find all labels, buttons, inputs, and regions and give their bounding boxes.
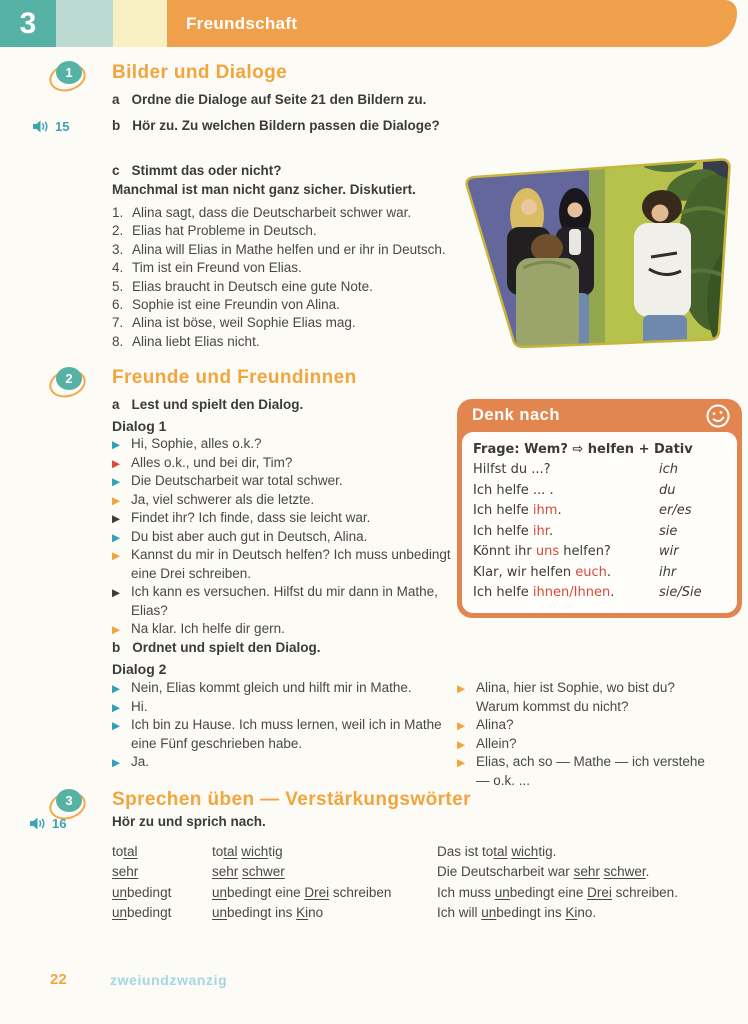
dialog-1-lines	[112, 435, 454, 639]
task-1c	[112, 161, 416, 199]
section-2-number-badge	[52, 367, 86, 394]
triangle-bullet-icon	[457, 680, 465, 699]
dialog-line	[112, 472, 454, 491]
dialog-line-text: Alina?	[476, 717, 514, 732]
task-letter: a	[112, 92, 120, 107]
dialog-line	[112, 679, 460, 698]
pronunciation-drill-table	[112, 842, 736, 923]
audio-track-3	[30, 816, 66, 831]
task-text: Lest und spielt den Dialog.	[131, 397, 304, 412]
triangle-bullet-icon	[112, 510, 120, 529]
dialog-line-text: Nein, Elias kommt gleich und hilft mir in Mathe.	[131, 680, 412, 695]
statement-number: 4.	[112, 260, 124, 276]
statement-number: 5.	[112, 278, 124, 294]
audio-track-number: 15	[55, 119, 70, 134]
grammar-example: Ich helfe ... .	[473, 482, 554, 498]
dialog-line	[112, 528, 454, 547]
triangle-bullet-icon	[112, 680, 120, 699]
dialog-line-text: Na klar. Ich helfe dir gern.	[131, 621, 285, 636]
dialog-line-text: Ja.	[131, 754, 150, 769]
dialog-line	[112, 454, 454, 473]
task-letter: a	[112, 397, 120, 412]
drill-sentence: Ich will unbedingt ins Kino.	[437, 904, 597, 920]
grammar-example: Könnt ihr uns helfen?	[473, 544, 611, 559]
grammar-rows	[473, 460, 725, 604]
badge-number: 1	[56, 61, 82, 84]
denk-nach-title: Denk nach	[472, 406, 560, 424]
statement-text: Alina sagt, dass die Deutscharbeit schwer war.	[132, 205, 412, 220]
drill-sentence: Die Deutscharbeit war sehr schwer.	[437, 864, 650, 880]
triangle-bullet-icon	[112, 584, 120, 603]
drill-row	[112, 903, 736, 923]
grammar-example: Ich helfe ihm.	[473, 503, 562, 518]
task-2b	[112, 640, 321, 655]
triangle-bullet-icon	[457, 717, 465, 736]
drill-row	[112, 842, 736, 862]
grammar-pronoun: du	[659, 482, 676, 498]
statement-number: 8.	[112, 333, 124, 349]
statement-text: Elias braucht in Deutsch eine gute Note.	[132, 278, 373, 294]
dialog-line	[457, 753, 719, 790]
dialog-line	[457, 679, 719, 716]
grammar-row	[473, 501, 725, 522]
grammar-rule: Frage: Wem? ⇨ helfen + Dativ	[473, 442, 693, 457]
triangle-bullet-icon	[112, 699, 120, 718]
section-3-number-badge	[52, 789, 86, 816]
dialog-line-text: Die Deutscharbeit war total schwer.	[131, 473, 343, 488]
dialog-2-title: Dialog 2	[112, 661, 167, 677]
grammar-row	[473, 481, 725, 502]
dialog-line-text: Ja, viel schwerer als die letzte.	[131, 491, 315, 507]
dialog-line-text: Elias, ach so — Mathe — ich verstehe — o.k. ...	[476, 754, 705, 788]
grammar-pronoun: sie/Sie	[659, 585, 702, 600]
section-1-number-badge	[52, 61, 86, 88]
drill-sentence: Das ist total wichtig.	[437, 844, 557, 859]
dialog-line-text: Ich bin zu Hause. Ich muss lernen, weil ich in Mathe eine Fünf geschrieben habe.	[131, 717, 442, 751]
triangle-bullet-icon	[112, 455, 120, 474]
drill-row	[112, 862, 736, 882]
denk-nach-box	[457, 399, 742, 618]
statement-number: 3.	[112, 241, 124, 257]
chapter-number-tab: 3	[0, 0, 56, 47]
drill-phrase: sehr schwer	[212, 864, 285, 880]
triangle-bullet-icon	[112, 621, 120, 640]
drill-sentence: Ich muss unbedingt eine Drei schreiben.	[437, 884, 678, 900]
dialog-line-text: Kannst du mir in Deutsch helfen? Ich muss unbedingt eine Drei schreiben.	[131, 547, 451, 581]
statement-text: Alina will Elias in Mathe helfen und er ihr in Deutsch.	[132, 241, 446, 257]
drill-word: unbedingt	[112, 904, 172, 920]
task-letter: b	[112, 640, 121, 655]
grammar-row	[473, 542, 725, 563]
grammar-row	[473, 522, 725, 543]
dialog-line	[457, 716, 719, 735]
drill-phrase: unbedingt ins Kino	[212, 904, 324, 920]
statement-number: 2.	[112, 223, 124, 239]
page-number-word: zweiundzwanzig	[110, 972, 228, 988]
task-3: Hör zu und sprich nach.	[112, 814, 266, 829]
triangle-bullet-icon	[112, 436, 120, 455]
badge-number: 2	[56, 367, 82, 390]
section-3-title: Sprechen üben — Verstärkungswörter	[112, 789, 471, 810]
dialog-line	[112, 435, 454, 454]
dialog-2-right-column	[457, 679, 719, 790]
grammar-example: Ich helfe ihnen/Ihnen.	[473, 585, 615, 600]
task-text: Ordne die Dialoge auf Seite 21 den Bildern zu.	[131, 92, 427, 107]
dialog-line	[112, 698, 460, 717]
statement-text: Alina ist böse, weil Sophie Elias mag.	[132, 315, 356, 331]
task-text: Ordnet und spielt den Dialog.	[132, 640, 321, 655]
drill-phrase: unbedingt eine Drei schreiben	[212, 884, 392, 900]
denk-nach-body	[462, 432, 737, 613]
drill-row	[112, 883, 736, 903]
triangle-bullet-icon	[112, 492, 120, 511]
audio-track-number: 16	[52, 816, 67, 831]
grammar-pronoun: ihr	[659, 564, 677, 580]
triangle-bullet-icon	[457, 754, 465, 773]
section-1-title: Bilder und Dialoge	[112, 62, 288, 83]
section-2-title: Freunde und Freundinnen	[112, 367, 357, 388]
dialog-line	[112, 546, 454, 583]
badge-number: 3	[56, 789, 82, 812]
triangle-bullet-icon	[112, 754, 120, 773]
drill-word: total	[112, 844, 138, 859]
grammar-pronoun: ich	[659, 462, 678, 477]
dialog-line-text: Findet ihr? Ich finde, dass sie leicht war.	[131, 510, 371, 525]
grammar-row	[473, 563, 725, 584]
triangle-bullet-icon	[457, 736, 465, 755]
task-letter: b	[112, 118, 121, 133]
dialog-line	[112, 509, 454, 528]
grammar-example: Ich helfe ihr.	[473, 523, 554, 539]
task-2a	[112, 397, 303, 412]
dialog-line	[112, 491, 454, 510]
grammar-row	[473, 583, 725, 604]
dialog-2-left-column	[112, 679, 460, 772]
statement-text: Alina liebt Elias nicht.	[132, 333, 260, 349]
grammar-row	[473, 460, 725, 481]
triangle-bullet-icon	[112, 473, 120, 492]
statement-number: 1.	[112, 205, 124, 220]
triangle-bullet-icon	[112, 529, 120, 548]
task-1b	[112, 118, 440, 133]
dialog-line-text: Alina, hier ist Sophie, wo bist du? Warum kommst du nicht?	[476, 680, 675, 714]
dialog-line	[112, 583, 454, 620]
task-text-line2: Manchmal ist man nicht ganz sicher. Diskutiert.	[112, 182, 416, 197]
statement-number: 7.	[112, 315, 124, 331]
chapter-title: Freundschaft	[186, 13, 298, 33]
dialog-line-text: Alles o.k., und bei dir, Tim?	[131, 454, 293, 470]
smiley-icon	[703, 401, 733, 431]
dialog-line-text: Hi.	[131, 698, 148, 714]
grammar-pronoun: wir	[659, 544, 679, 559]
dialog-line-text: Hi, Sophie, alles o.k.?	[131, 436, 262, 451]
speaker-icon	[33, 120, 51, 133]
dialog-line	[112, 753, 460, 772]
drill-phrase: total wichtig	[212, 844, 283, 859]
dialog-line	[112, 620, 454, 639]
grammar-example: Hilfst du ...?	[473, 462, 551, 477]
statement-text: Sophie ist eine Freundin von Alina.	[132, 297, 340, 313]
task-text: Hör zu. Zu welchen Bildern passen die Dialoge?	[132, 118, 440, 133]
students-photo	[453, 153, 747, 358]
header-color-block-light-teal	[56, 0, 113, 47]
audio-track-1b	[33, 119, 69, 134]
task-1a	[112, 92, 426, 107]
triangle-bullet-icon	[112, 717, 120, 736]
statement-text: Tim ist ein Freund von Elias.	[132, 260, 302, 276]
triangle-bullet-icon	[112, 547, 120, 566]
dialog-line-text: Allein?	[476, 735, 517, 751]
grammar-example: Klar, wir helfen euch.	[473, 564, 611, 580]
statement-text: Elias hat Probleme in Deutsch.	[132, 223, 317, 239]
grammar-pronoun: sie	[659, 523, 678, 539]
chapter-banner	[167, 0, 737, 47]
dialog-line-text: Ich kann es versuchen. Hilfst du mir dann in Mathe, Elias?	[131, 584, 438, 618]
task-letter: c	[112, 163, 120, 178]
task-text-line1: c Stimmt das oder nicht?	[112, 163, 282, 178]
header-color-block-yellow	[113, 0, 167, 47]
grammar-pronoun: er/es	[659, 503, 692, 518]
drill-word: unbedingt	[112, 884, 172, 900]
dialog-1-title: Dialog 1	[112, 418, 167, 434]
speaker-icon	[30, 817, 48, 830]
dialog-line	[112, 716, 460, 753]
dialog-line-text: Du bist aber auch gut in Deutsch, Alina.	[131, 528, 368, 544]
statement-number: 6.	[112, 297, 124, 313]
dialog-line	[457, 735, 719, 754]
page-number: 22	[50, 971, 67, 988]
drill-word: sehr	[112, 864, 139, 880]
